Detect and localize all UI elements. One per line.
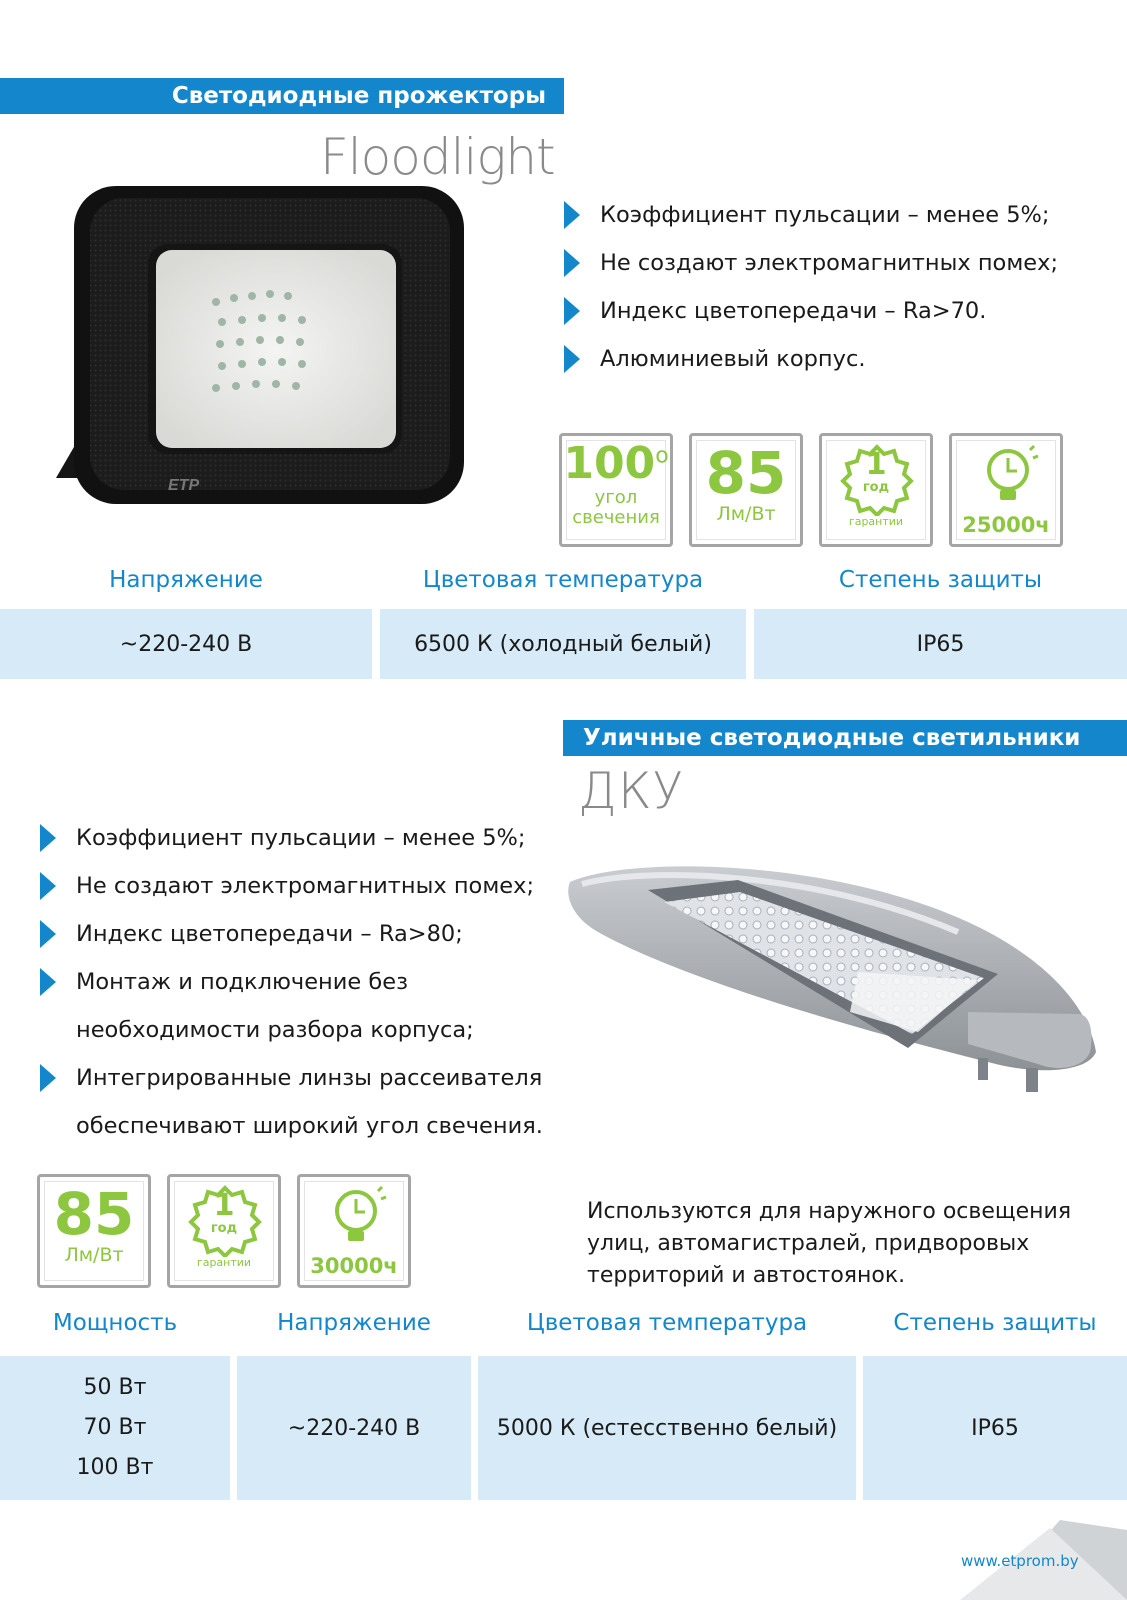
list-item: Интегрированные линзы рассеивателя обеспечивают широкий угол свечения. xyxy=(36,1054,543,1150)
bullet-arrow-icon xyxy=(40,920,56,948)
bullet-arrow-icon xyxy=(40,872,56,900)
list-item: Монтаж и подключение без необходимости разбора корпуса; xyxy=(36,958,543,1054)
bullet-arrow-icon xyxy=(40,1064,56,1092)
table2-header-color-temp: Цветовая температура xyxy=(526,1310,808,1336)
list-item: Коэффициент пульсации – менее 5%; xyxy=(36,814,543,862)
list-item: Алюминиевый корпус. xyxy=(560,342,1058,390)
section2-banner: Уличные светодиодные светильники xyxy=(563,720,1127,756)
badge-lifetime: 25000ч xyxy=(949,433,1063,547)
clock-bulb-icon xyxy=(328,1185,388,1249)
street-light-image xyxy=(568,862,1108,1112)
badge-beam-angle: 100$^o$ угол свечения xyxy=(559,433,673,547)
section1-feature-list xyxy=(560,198,1058,390)
bullet-arrow-icon xyxy=(40,968,56,996)
badge-efficacy: 85 Лм/Вт xyxy=(689,433,803,547)
badge-warranty: 1 год гарантии xyxy=(819,433,933,547)
table1-cell-protection: IP65 xyxy=(754,609,1127,679)
bullet-arrow-icon xyxy=(564,249,580,277)
section1-title: Floodlight xyxy=(320,128,555,186)
list-item: Не создают электромагнитных помех; xyxy=(560,246,1058,294)
section2-feature-list xyxy=(36,814,543,1150)
bullet-arrow-icon xyxy=(564,201,580,229)
bullet-arrow-icon xyxy=(564,345,580,373)
list-item: Не создают электромагнитных помех; xyxy=(36,862,543,910)
floodlight-image xyxy=(48,178,468,508)
list-item: Индекс цветопередачи – Ra>80; xyxy=(36,910,543,958)
list-item: Коэффициент пульсации – менее 5%; xyxy=(560,198,1058,246)
website-link[interactable]: www.etprom.by xyxy=(961,1552,1079,1570)
table2-header-power: Мощность xyxy=(52,1310,178,1336)
table2-cell-protection: IP65 xyxy=(863,1356,1127,1500)
section1-banner: Светодиодные прожекторы xyxy=(0,78,564,114)
bullet-arrow-icon xyxy=(40,824,56,852)
etp-logo: ETP xyxy=(168,477,200,494)
usage-description: Используются для наружного освещения улиц, автомагистралей, придворовых территорий и автостоянок. xyxy=(587,1199,1072,1288)
list-item: Индекс цветопередачи – Ra>70. xyxy=(560,294,1058,342)
table2-cell-color-temp: 5000 К (естесственно белый) xyxy=(478,1356,856,1500)
table2-cell-power: 50 Вт 70 Вт 100 Вт xyxy=(0,1356,230,1500)
section2-title: ДКУ xyxy=(578,762,684,820)
table1-header-voltage: Напряжение xyxy=(109,567,263,593)
clock-bulb-icon xyxy=(980,444,1040,508)
badge-efficacy-2: 85 Лм/Вт xyxy=(37,1174,151,1288)
badge-warranty-2: 1 год гарантии xyxy=(167,1174,281,1288)
corner-decoration xyxy=(900,1500,1127,1600)
table1-header-color-temp: Цветовая температура xyxy=(422,567,704,593)
table1-cell-color-temp: 6500 К (холодный белый) xyxy=(380,609,746,679)
table1-cell-voltage: ~220-240 В xyxy=(0,609,372,679)
table2-cell-voltage: ~220-240 В xyxy=(237,1356,471,1500)
table1-header-protection: Степень защиты xyxy=(838,567,1043,593)
table2-header-voltage: Напряжение xyxy=(277,1310,431,1336)
bullet-arrow-icon xyxy=(564,297,580,325)
table2-header-protection: Степень защиты xyxy=(893,1310,1097,1336)
badge-lifetime-2: 30000ч xyxy=(297,1174,411,1288)
